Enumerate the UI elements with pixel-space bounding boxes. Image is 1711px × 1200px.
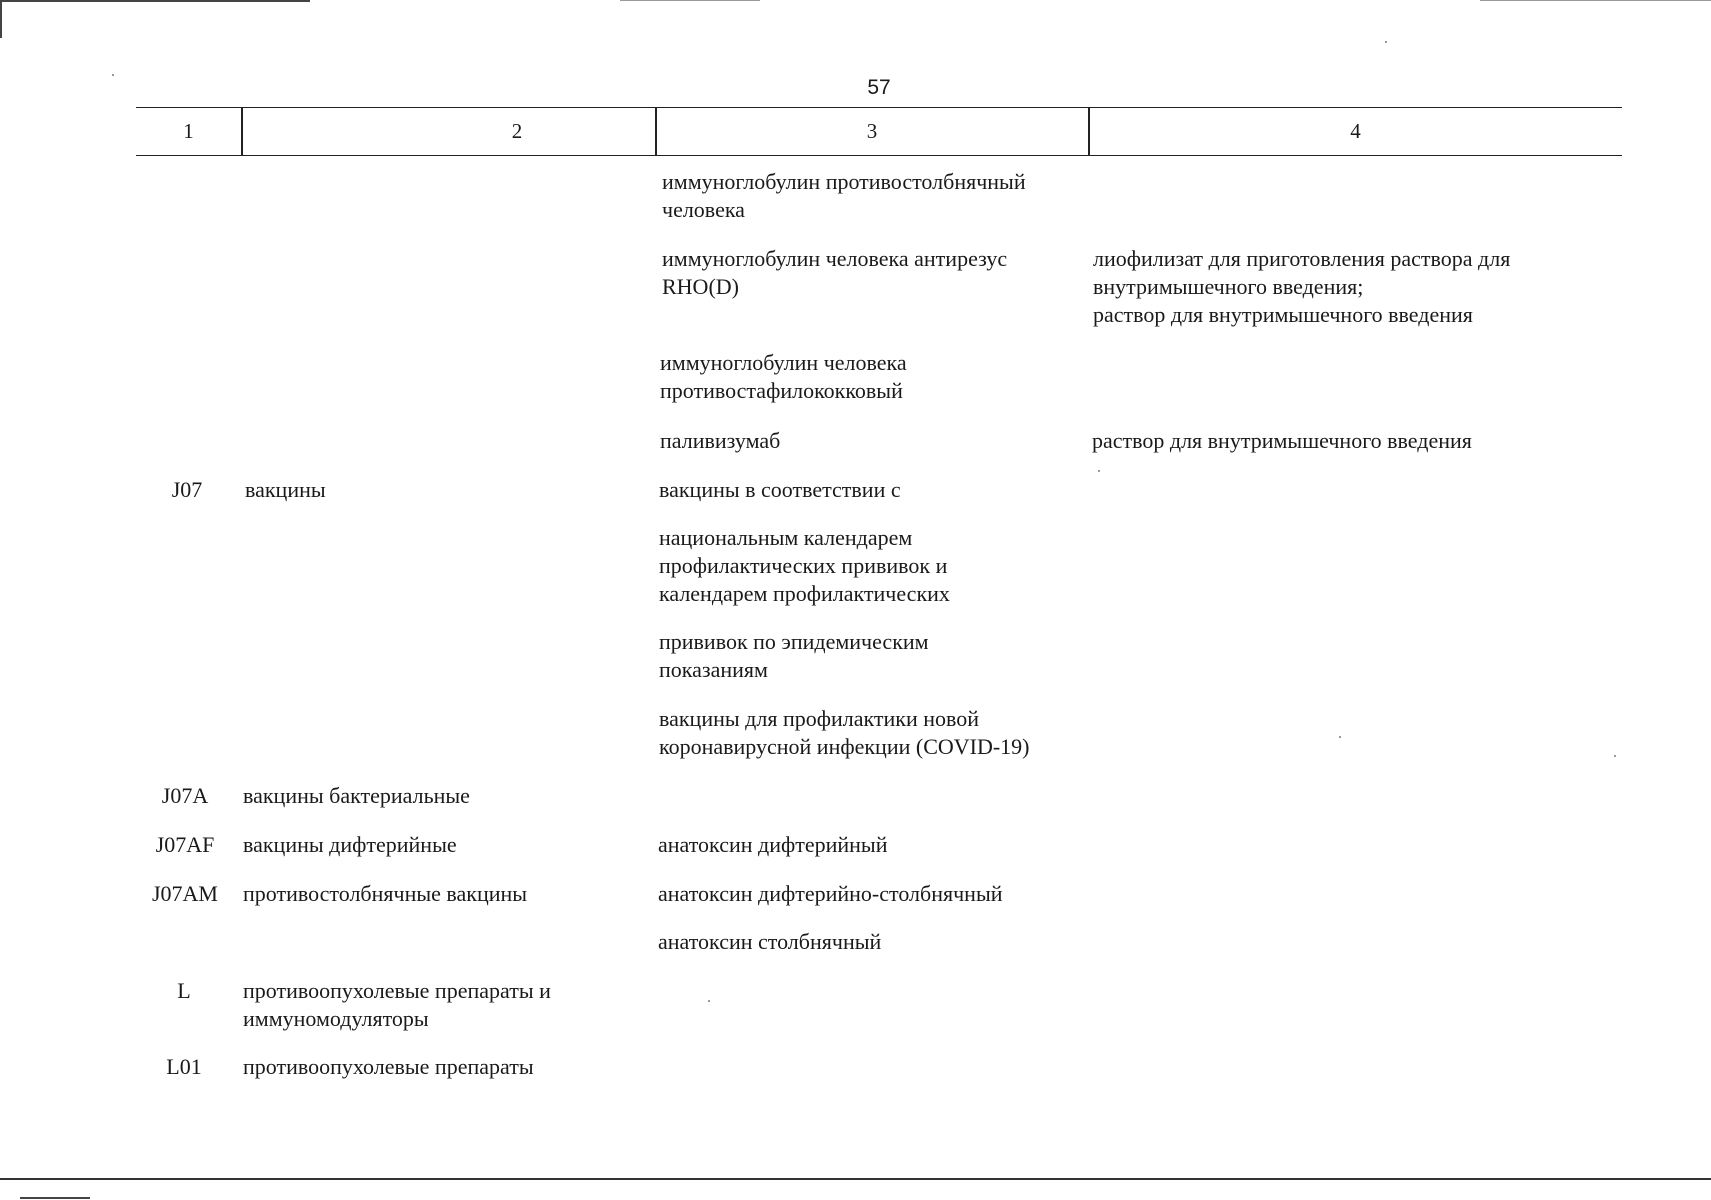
table-cell-col3: вакцины для профилактики новой коронавирусной инфекции (COVID-19) [659,706,1030,759]
scan-speck [1098,470,1100,472]
table-cell-col3: паливизумаб [660,428,781,453]
scan-edge-top-mid [620,0,760,1]
scan-speck [708,1000,710,1002]
table-cell-code: L01 [166,1054,202,1079]
table-cell-col2: вакцины дифтерийные [243,832,457,857]
table-cell-col3: национальным календарем профилактических прививок и календарем профилактических [659,525,950,606]
table-cell-code: J07 [171,477,203,502]
table-cell-col2: вакцины бактериальные [243,783,470,808]
table-cell-col3: иммуноглобулин противостолбнячный человека [662,169,1026,222]
table-cell-col3: анатоксин дифтерийно-столбнячный [658,881,1003,906]
table-cell-col3: вакцины в соответствии с [659,477,901,502]
scan-speck [1614,755,1616,757]
table-cell-col4: лиофилизат для приготовления раствора для внутримышечного введения; раствор для внутримышечного введения [1093,246,1511,327]
table-cell-col2: противоопухолевые препараты и иммуномодуляторы [243,978,551,1031]
scan-edge-left [0,0,2,38]
table-cell-col2: вакцины [245,477,326,502]
table-cell-col2: противоопухолевые препараты [243,1054,534,1079]
table-cell-code: J07A [161,783,209,808]
header-cell-col2: 2 [511,119,523,143]
table-cell-code: J07AM [151,881,218,906]
table-cell-col3: анатоксин столбнячный [658,929,882,954]
table-cell-col2: противостолбнячные вакцины [243,881,528,906]
table-cell-code: J07AF [155,832,215,857]
scan-edge-top-left [0,0,310,2]
header-cell-col3: 3 [866,119,878,143]
table-cell-col3: иммуноглобулин человека противостафилококковый [660,350,907,403]
table-cell-col3: иммуноглобулин человека антирезус RHO(D) [662,246,1008,299]
table-cell-col3: анатоксин дифтерийный [658,832,888,857]
table-cell-col4: раствор для внутримышечного введения [1092,428,1472,453]
header-cell-col1: 1 [183,119,194,143]
page-number: 57 [867,76,891,99]
table-header-row [136,107,1622,156]
scan-speck [1339,736,1341,738]
scan-edge-top-right [1480,0,1711,1]
scan-edge-bottom-left [20,1197,90,1199]
table-cell-code: L [177,978,191,1003]
page-bottom-rule [0,1178,1711,1180]
header-cell-col4: 4 [1350,119,1361,143]
scan-speck [1385,41,1387,43]
table-cell-col3: прививок по эпидемическим показаниям [659,629,929,682]
